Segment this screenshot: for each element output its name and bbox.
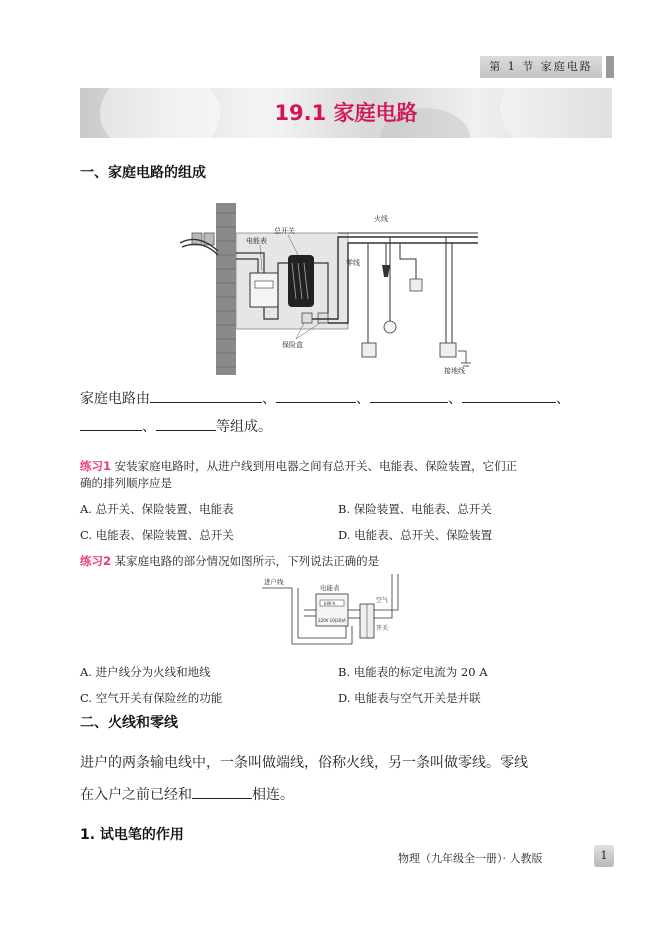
blank-3[interactable] — [370, 388, 448, 403]
fill-sep: 、 — [448, 391, 462, 407]
fill-sep: 、 — [356, 391, 370, 407]
fill-sep: 、 — [262, 391, 276, 407]
label-ground-wire: 接地线 — [444, 367, 465, 375]
page-title: 19.1 家庭电路 — [274, 101, 418, 125]
fill-sep: 、 — [556, 391, 570, 407]
section2-para-line2 — [80, 784, 294, 804]
exercise2-option-b[interactable]: B. 电能表的标定电流为 20 A — [338, 665, 488, 679]
fill-prefix: 家庭电路由 — [80, 391, 150, 407]
blank-2[interactable] — [276, 388, 356, 403]
exercise2-question — [80, 553, 379, 569]
exercise1-text-line2: 确的排列顺序应是 — [80, 476, 172, 490]
blank-7[interactable] — [192, 784, 252, 799]
label-air-switch-2: 开关 — [376, 625, 389, 632]
exercise1-option-d[interactable]: D. 电能表、总开关、保险装置 — [338, 528, 493, 542]
exercise2-text: 某家庭电路的部分情况如图所示，下列说法正确的是 — [114, 554, 380, 568]
composition-fill-line1 — [80, 388, 570, 408]
exercise2-option-a[interactable]: A. 进户线分为火线和地线 — [80, 665, 211, 679]
household-circuit-diagram — [178, 203, 488, 375]
label-fuse-box: 保险盒 — [282, 341, 303, 349]
label-air-switch-1: 空气 — [376, 597, 389, 604]
blank-1[interactable] — [150, 388, 262, 403]
label-meter-unit: kW·h — [324, 602, 336, 607]
blank-4[interactable] — [462, 388, 556, 403]
label-neutral-wire: 零线 — [346, 259, 360, 267]
section2-heading: 二、火线和零线 — [80, 715, 178, 731]
fill-sep: 、 — [142, 419, 156, 435]
exercise1-label: 练习1 — [80, 459, 112, 473]
exercise1-option-c[interactable]: C. 电能表、保险装置、总开关 — [80, 528, 234, 542]
meter-switch-diagram — [262, 574, 402, 652]
label-live-wire: 火线 — [374, 215, 388, 223]
composition-fill-line2 — [80, 416, 272, 436]
exercise1-option-a[interactable]: A. 总开关、保险装置、电能表 — [80, 502, 234, 516]
subsection1-heading: 1. 试电笔的作用 — [80, 827, 184, 843]
blank-6[interactable] — [156, 416, 216, 431]
page-number: 1 — [594, 845, 614, 867]
para-line2-a: 在入户之前已经和 — [80, 787, 192, 803]
label-incoming-line: 进户线 — [264, 578, 284, 586]
title-banner — [80, 88, 612, 138]
header-edge-bar — [606, 56, 614, 78]
exercise1-text-line1: 安装家庭电路时，从进户线到用电器之间有总开关、电能表、保险装置，它们正 — [114, 459, 518, 473]
exercise1-question — [80, 458, 517, 474]
label-main-switch: 总开关 — [274, 227, 295, 235]
section2-para-line1: 进户的两条输电线中，一条叫做端线，俗称火线，另一条叫做零线。零线 — [80, 755, 528, 771]
chapter-header-tab: 第 1 节 家庭电路 — [480, 56, 602, 78]
exercise1-option-b[interactable]: B. 保险装置、电能表、总开关 — [338, 502, 492, 516]
exercise2-option-c[interactable]: C. 空气开关有保险丝的功能 — [80, 691, 223, 705]
blank-5[interactable] — [80, 416, 142, 431]
footer-book-title: 物理（九年级全一册）· 人教版 — [398, 852, 543, 865]
label-meter-rating: 220V 10(20)A — [318, 618, 346, 623]
label-meter2: 电能表 — [320, 584, 340, 592]
exercise2-label: 练习2 — [80, 554, 112, 568]
fill-suffix: 等组成。 — [216, 419, 272, 435]
label-meter: 电能表 — [246, 237, 267, 245]
para-line2-b: 相连。 — [252, 787, 294, 803]
exercise2-option-d[interactable]: D. 电能表与空气开关是并联 — [338, 691, 481, 705]
section1-heading: 一、家庭电路的组成 — [80, 165, 206, 181]
